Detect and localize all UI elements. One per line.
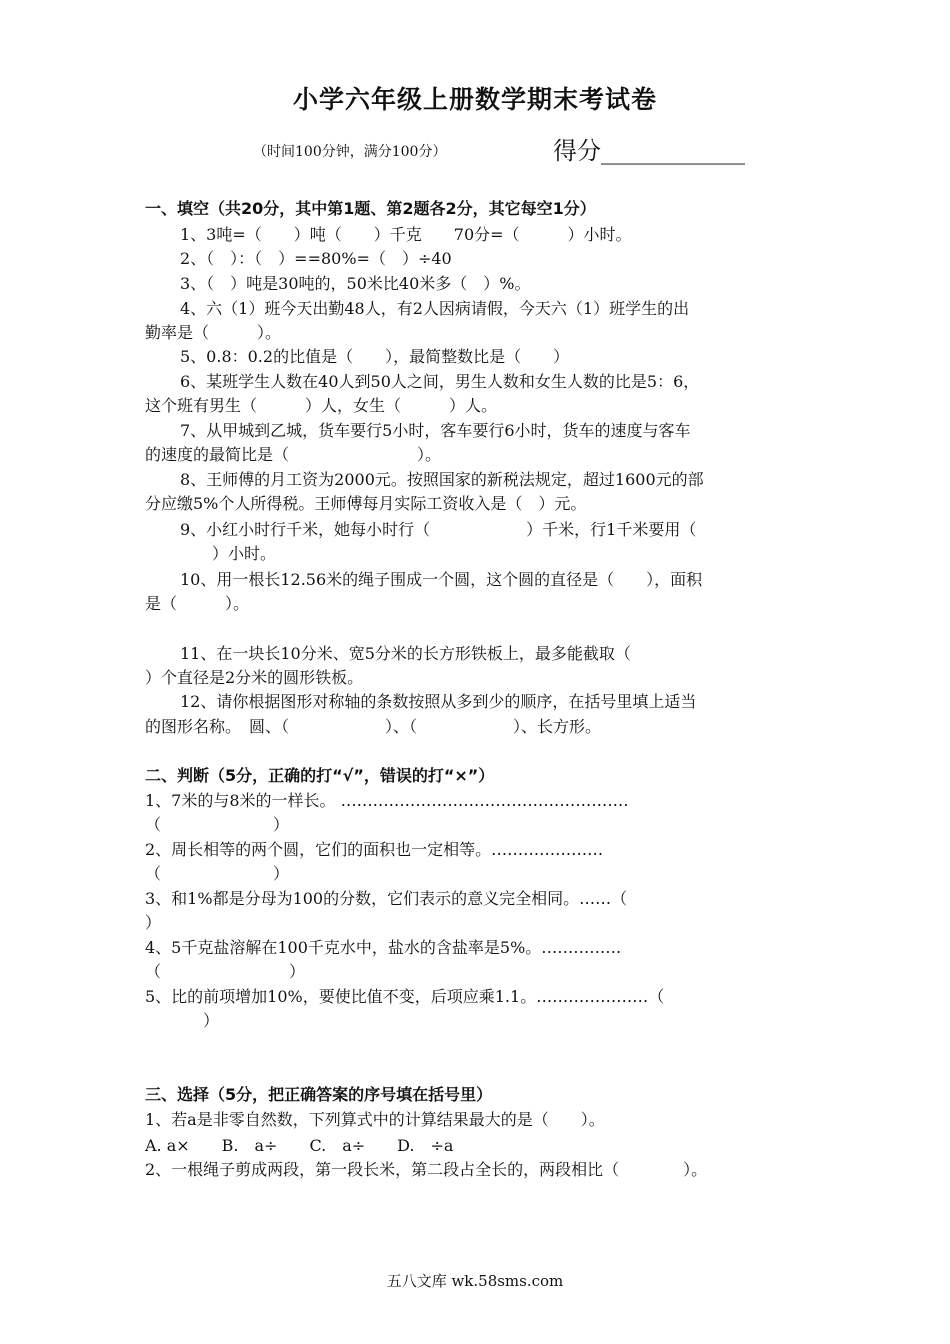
question-line: 8、王师傅的月工资为2000元。按照国家的新税法规定，超过1600元的部	[180, 470, 704, 489]
question-line: 这个班有男生（ ）人，女生（ ）人。	[145, 396, 498, 415]
section-heading-true-false: 二、判断（5分，正确的打“√”，错误的打“×”）	[145, 766, 495, 785]
question-line: 1、7米的与8米的一样长。 ………………………………………………	[145, 791, 629, 810]
question-line: 5、比的前项增加10%，要使比值不变，后项应乘1.1。…………………（	[145, 987, 665, 1006]
question-line: 4、六（1）班今天出勤48人，有2人因病请假，今天六（1）班学生的出	[180, 299, 690, 318]
question-line: 5、0.8：0.2的比值是（ ），最简整数比是（ ）	[180, 347, 570, 366]
answer-bracket: ）	[145, 913, 162, 932]
question-line: 的速度的最简比是（ ）。	[145, 445, 442, 464]
score-field: 得分____________	[553, 137, 745, 165]
section-heading-multiple-choice: 三、选择（5分，把正确答案的序号填在括号里）	[145, 1085, 493, 1104]
answer-bracket: （ ）	[145, 815, 290, 834]
question-line: 2、（ ）：（ ）==80%=（ ）÷40	[180, 249, 452, 268]
question-line: ）个直径是2分米的圆形铁板。	[145, 668, 364, 687]
question-line: 的图形名称。 圆、（ ）、（ ）、长方形。	[145, 717, 602, 736]
answer-bracket: （ ）	[145, 962, 306, 981]
footer-watermark: 五八文库 wk.58sms.com	[386, 1272, 564, 1290]
question-line: 1、若a是非零自然数，下列算式中的计算结果最大的是（ ）。	[145, 1110, 605, 1129]
question-line: 2、周长相等的两个圆，它们的面积也一定相等。…………………	[145, 840, 604, 859]
question-line: 3、和1%都是分母为100的分数，它们表示的意义完全相同。……（	[145, 889, 628, 908]
question-line: 10、用一根长12.56米的绳子围成一个圆，这个圆的直径是（ ），面积	[180, 570, 703, 589]
question-line: 11、在一块长10分米、宽5分米的长方形铁板上，最多能截取（	[180, 644, 631, 663]
answer-bracket: （ ）	[145, 864, 290, 883]
exam-subtitle: （时间100分钟，满分100分）	[253, 144, 447, 160]
question-line: 分应缴5%个人所得税。王师傅每月实际工资收入是（ ）元。	[145, 494, 587, 513]
question-line: 4、5千克盐溶解在100千克水中，盐水的含盐率是5%。……………	[145, 938, 622, 957]
question-line: 2、一根绳子剪成两段，第一段长米，第二段占全长的，两段相比（ ）。	[145, 1160, 708, 1179]
question-line: 6、某班学生人数在40人到50人之间，男生人数和女生人数的比是5：6，	[180, 372, 700, 391]
question-line: 3、（ ）吨是30吨的，50米比40米多（ ）%。	[180, 274, 531, 293]
answer-bracket: ）	[203, 1011, 220, 1030]
question-line: 12、请你根据图形对称轴的条数按照从多到少的顺序，在括号里填上适当	[180, 692, 697, 711]
question-line: 勤率是（ ）。	[145, 323, 282, 342]
page-title: 小学六年级上册数学期末考试卷	[292, 85, 657, 114]
question-line: 7、从甲城到乙城，货车要行5小时，客车要行6小时，货车的速度与客车	[180, 421, 691, 440]
section-heading-fill-blank: 一、填空（共20分，其中第1题、第2题各2分，其它每空1分）	[145, 199, 596, 218]
question-line: 是（ ）。	[145, 594, 250, 613]
question-line: 9、小红小时行千米，她每小时行（ ）千米，行1千米要用（	[180, 520, 697, 539]
choice-options: A. a× B. a÷ C. a÷ D. ÷a	[145, 1136, 454, 1155]
question-line: ）小时。	[212, 544, 277, 563]
question-line: 1、3吨=（ ）吨（ ）千克 70分=（ ）小时。	[180, 225, 632, 244]
